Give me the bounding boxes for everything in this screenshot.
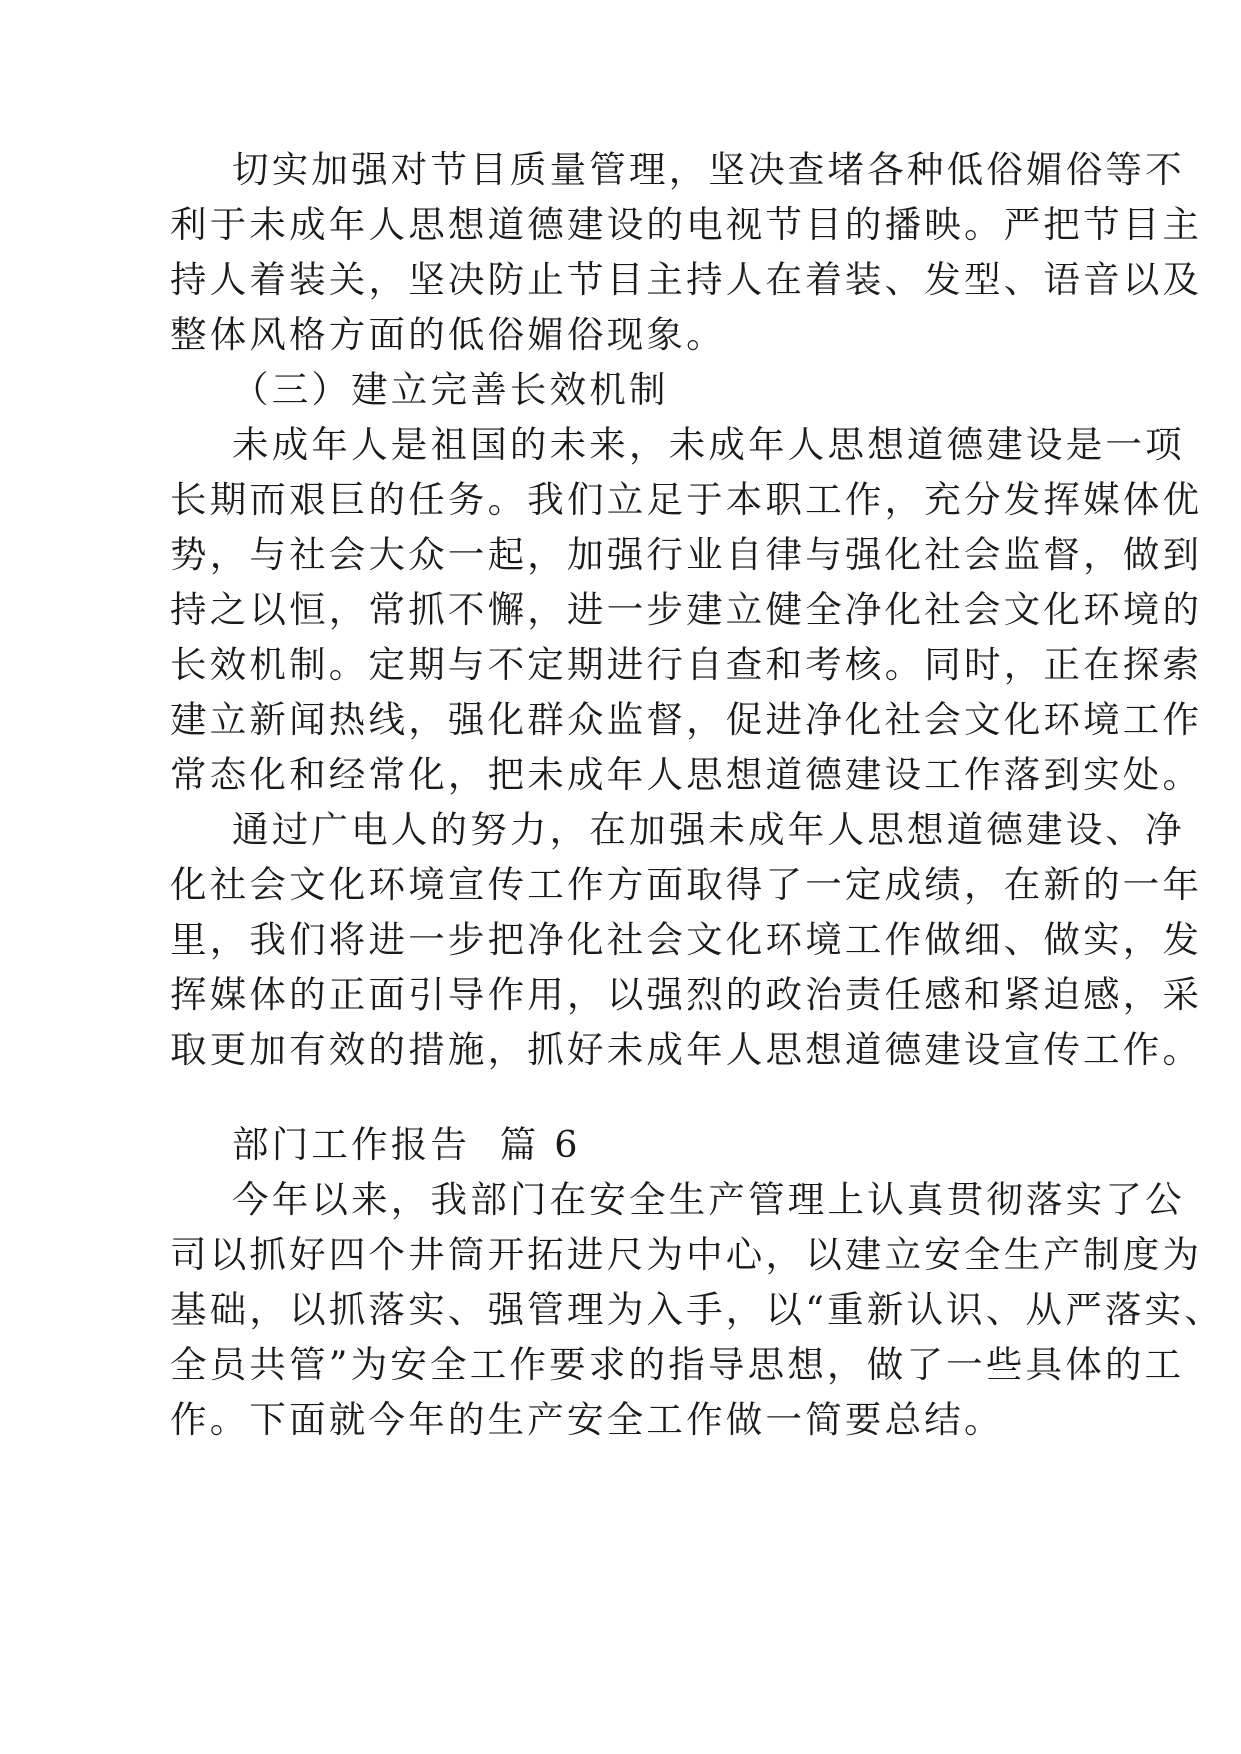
text-line: 挥媒体的正面引导作用，以强烈的政治责任感和紧迫感，采 bbox=[170, 973, 1203, 1016]
text-line: 切实加强对节目质量管理，坚决查堵各种低俗媚俗等不 bbox=[232, 148, 1185, 191]
text-line: 作。下面就今年的生产安全工作做一简要总结。 bbox=[170, 1398, 1004, 1441]
text-line: 今年以来，我部门在安全生产管理上认真贯彻落实了公 bbox=[232, 1178, 1185, 1221]
section-heading: （三）建立完善长效机制 bbox=[232, 368, 669, 411]
text-line: 建立新闻热线，强化群众监督，促进净化社会文化环境工作 bbox=[170, 698, 1203, 741]
text-line: 未成年人是祖国的未来，未成年人思想道德建设是一项 bbox=[232, 423, 1185, 466]
section-title: 部门工作报告 篇 6 bbox=[232, 1123, 581, 1166]
text-line: 司以抓好四个井筒开拓进尺为中心，以建立安全生产制度为 bbox=[170, 1233, 1203, 1276]
text-line: 全员共管”为安全工作要求的指导思想，做了一些具体的工 bbox=[170, 1343, 1185, 1386]
text-line: 持人着装关，坚决防止节目主持人在着装、发型、语音以及 bbox=[170, 258, 1203, 301]
text-line: 基础，以抓落实、强管理为入手，以“重新认识、从严落实、 bbox=[170, 1288, 1225, 1331]
text-line: 整体风格方面的低俗媚俗现象。 bbox=[170, 313, 726, 356]
text-line: 化社会文化环境宣传工作方面取得了一定成绩，在新的一年 bbox=[170, 863, 1203, 906]
text-line: 持之以恒，常抓不懈，进一步建立健全净化社会文化环境的 bbox=[170, 588, 1203, 631]
text-line: 取更加有效的措施，抓好未成年人思想道德建设宣传工作。 bbox=[170, 1028, 1203, 1071]
text-line: 里，我们将进一步把净化社会文化环境工作做细、做实，发 bbox=[170, 918, 1203, 961]
text-line: 势，与社会大众一起，加强行业自律与强化社会监督，做到 bbox=[170, 533, 1203, 576]
text-line: 利于未成年人思想道德建设的电视节目的播映。严把节目主 bbox=[170, 203, 1203, 246]
text-line: 通过广电人的努力，在加强未成年人思想道德建设、净 bbox=[232, 808, 1185, 851]
text-line: 常态化和经常化，把未成年人思想道德建设工作落到实处。 bbox=[170, 753, 1203, 796]
text-line: 长期而艰巨的任务。我们立足于本职工作，充分发挥媒体优 bbox=[170, 478, 1203, 521]
text-line: 长效机制。定期与不定期进行自查和考核。同时，正在探索 bbox=[170, 643, 1203, 686]
